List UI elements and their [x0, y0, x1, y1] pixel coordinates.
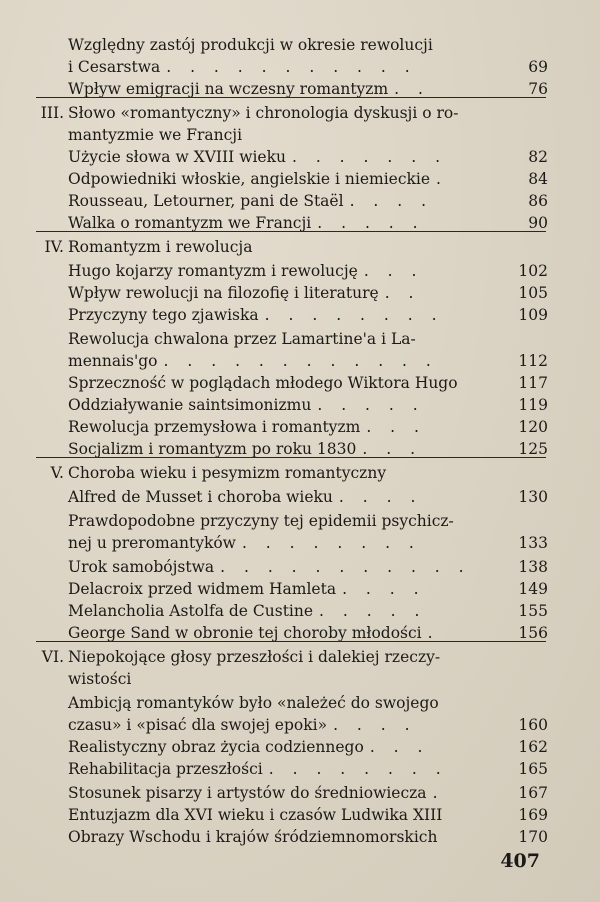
- toc-entry-title: Delacroix przed widmem Hamleta: [68, 580, 337, 598]
- leader-dots: .: [427, 624, 440, 642]
- toc-entry-row: [0, 372, 600, 394]
- toc-entry-row: [0, 736, 600, 758]
- leader-dots: . . . . . . . . . . . .: [163, 352, 438, 370]
- toc-page-number: 169: [518, 806, 548, 824]
- toc-entry-title: Entuzjazm dla XVI wieku i czasów Ludwika XIII: [68, 806, 443, 824]
- toc-entry-title: wistości: [68, 670, 132, 688]
- toc-entry-row: [0, 260, 600, 282]
- toc-entry-row: [0, 782, 600, 804]
- toc-entry-title: Melancholia Astolfa de Custine: [68, 602, 314, 620]
- toc-page-number: 82: [528, 148, 548, 166]
- leader-dots: . . . . .: [319, 602, 427, 620]
- toc-page-number: 69: [528, 58, 548, 76]
- toc-page-number: 149: [518, 580, 548, 598]
- leader-dots: . .: [384, 284, 421, 302]
- leader-dots: . . . .: [338, 488, 423, 506]
- toc-entry-row: [0, 282, 600, 304]
- leader-dots: . . . . . . . .: [241, 534, 421, 552]
- toc-entry-row: [0, 826, 600, 848]
- leader-dots: . . . . .: [317, 396, 425, 414]
- toc-entry-title: Wpływ emigracji na wczesny romantyzm: [68, 80, 389, 98]
- chapter-separator: [36, 97, 546, 98]
- chapter-number: V.: [50, 464, 64, 482]
- leader-dots: .: [436, 170, 448, 188]
- toc-entry-title: Hugo kojarzy romantyzm i rewolucję: [68, 262, 358, 280]
- toc-page-number: 109: [518, 306, 548, 324]
- leader-dots: . . . . . . .: [291, 148, 448, 166]
- leader-dots: .: [432, 784, 445, 802]
- toc-entry-title: Choroba wieku i pesymizm romantyczny: [68, 464, 387, 482]
- toc-entry-row: [0, 394, 600, 416]
- toc-page-number: 105: [518, 284, 548, 302]
- leader-dots: . . . .: [349, 192, 434, 210]
- toc-entry-title: nej u preromantyków: [68, 534, 236, 552]
- leader-dots: . . .: [366, 418, 426, 436]
- toc-page-number: 133: [518, 534, 548, 552]
- toc-entry-title: Rehabilitacja przeszłości: [68, 760, 263, 778]
- toc-entry-row: [0, 804, 600, 826]
- toc-entry-row: [0, 146, 600, 168]
- toc-chapter-row: [0, 236, 600, 258]
- toc-entry-title: Socjalizm i romantyzm po roku 1830: [68, 440, 357, 458]
- toc-page-number: 138: [518, 558, 548, 576]
- leader-dots: . . . .: [342, 580, 426, 598]
- toc-page-number: 102: [518, 262, 548, 280]
- toc-entry-title: Oddziaływanie saintsimonizmu: [68, 396, 312, 414]
- toc-chapter-row: [0, 102, 600, 124]
- toc-page-number: 76: [528, 80, 548, 98]
- toc-entry-title: i Cesarstwa: [68, 58, 161, 76]
- leader-dots: . . . .: [333, 716, 417, 734]
- toc-page-number: 86: [528, 192, 548, 210]
- toc-page-number: 112: [518, 352, 548, 370]
- toc-entry-title: Walka o romantyzm we Francji: [68, 214, 312, 232]
- toc-entry-title: Rousseau, Letourner, pani de Staël: [68, 192, 344, 210]
- leader-dots: . . . . .: [317, 214, 425, 232]
- toc-entry-row: [0, 168, 600, 190]
- leader-dots: . . . . . . . . . . .: [220, 558, 471, 576]
- toc-entry-row: [0, 190, 600, 212]
- toc-entry-row: [0, 124, 600, 146]
- toc-entry-row: [0, 556, 600, 578]
- toc-page-number: 165: [518, 760, 548, 778]
- toc-entry-row: [0, 758, 600, 780]
- toc-entry-row: [0, 34, 600, 56]
- toc-entry-title: Odpowiedniki włoskie, angielskie i niemieckie: [68, 170, 431, 188]
- toc-entry-row: [0, 328, 600, 350]
- toc-entry-title: Sprzeczność w poglądach młodego Wiktora Hugo: [68, 374, 458, 392]
- toc-entry-title: Prawdopodobne przyczyny tej epidemii psychicz-: [68, 512, 454, 530]
- toc-page-number: 120: [518, 418, 548, 436]
- toc-entry-title: mennais'go: [68, 352, 158, 370]
- chapter-separator: [36, 457, 546, 458]
- toc-entry-row: [0, 510, 600, 532]
- toc-entry-title: Względny zastój produkcji w okresie rewolucji: [68, 36, 433, 54]
- toc-entry-title: Rewolucja chwalona przez Lamartine'a i La-: [68, 330, 416, 348]
- toc-entry-title: Rewolucja przemysłowa i romantyzm: [68, 418, 361, 436]
- toc-entry-title: mantyzmie we Francji: [68, 126, 243, 144]
- toc-page-number: 167: [518, 784, 548, 802]
- chapter-number: IV.: [44, 238, 64, 256]
- toc-entry-row: [0, 578, 600, 600]
- leader-dots: . . . . . . . .: [264, 306, 444, 324]
- toc-entry-title: Użycie słowa w XVIII wieku: [68, 148, 286, 166]
- toc-chapter-row: [0, 646, 600, 668]
- chapter-number: VI.: [41, 648, 64, 666]
- toc-entry-row: [0, 668, 600, 690]
- toc-page-number: 130: [518, 488, 548, 506]
- toc-entry-title: Romantyzm i rewolucja: [68, 238, 253, 256]
- toc-page-number: 170: [518, 828, 548, 846]
- toc-entry-title: czasu» i «pisać dla swojej epoki»: [68, 716, 328, 734]
- toc-entry-row: [0, 56, 600, 78]
- leader-dots: . . . . . . . . . . .: [166, 58, 417, 76]
- toc-entry-row: [0, 304, 600, 326]
- toc-page-number: 156: [518, 624, 548, 642]
- toc-page-number: 90: [528, 214, 548, 232]
- toc-page-number: 155: [518, 602, 548, 620]
- toc-entry-row: [0, 532, 600, 554]
- toc-page-number: 160: [518, 716, 548, 734]
- leader-dots: . . .: [363, 262, 424, 280]
- toc-entry-row: [0, 350, 600, 372]
- toc-entry-row: [0, 692, 600, 714]
- toc-entry-title: Słowo «romantyczny» i chronologia dyskusji o ro-: [68, 104, 459, 122]
- toc-entry-title: Wpływ rewolucji na filozofię i literaturę: [68, 284, 379, 302]
- toc-page-number: 84: [528, 170, 548, 188]
- toc-page-number: 125: [518, 440, 548, 458]
- toc-entry-row: [0, 416, 600, 438]
- toc-entry-title: Obrazy Wschodu i krajów śródziemnomorskich: [68, 828, 438, 846]
- toc-entry-title: Urok samobójstwa: [68, 558, 215, 576]
- toc-entry-row: [0, 486, 600, 508]
- leader-dots: . . . . . . . .: [268, 760, 448, 778]
- toc-page-number: 162: [518, 738, 548, 756]
- toc-chapter-row: [0, 462, 600, 484]
- toc-page-number: 119: [518, 396, 548, 414]
- leader-dots: . . .: [362, 440, 423, 458]
- page-number: 407: [500, 850, 540, 872]
- toc-page-number: 117: [518, 374, 548, 392]
- toc-entry-row: [0, 600, 600, 622]
- chapter-separator: [36, 231, 546, 232]
- toc-entry-title: Przyczyny tego zjawiska: [68, 306, 259, 324]
- chapter-separator: [36, 641, 546, 642]
- toc-entry-title: Realistyczny obraz życia codziennego: [68, 738, 364, 756]
- toc-entry-title: George Sand w obronie tej choroby młodości: [68, 624, 422, 642]
- leader-dots: . .: [394, 80, 430, 98]
- toc-entry-title: Stosunek pisarzy i artystów do średniowiecza: [68, 784, 427, 802]
- toc-entry-title: Niepokojące głosy przeszłości i dalekiej rzeczy-: [68, 648, 441, 666]
- leader-dots: . . .: [369, 738, 430, 756]
- toc-entry-title: Alfred de Musset i choroba wieku: [68, 488, 333, 506]
- toc-entry-title: Ambicją romantyków było «należeć do swojego: [68, 694, 439, 712]
- chapter-number: III.: [40, 104, 64, 122]
- toc-entry-row: [0, 714, 600, 736]
